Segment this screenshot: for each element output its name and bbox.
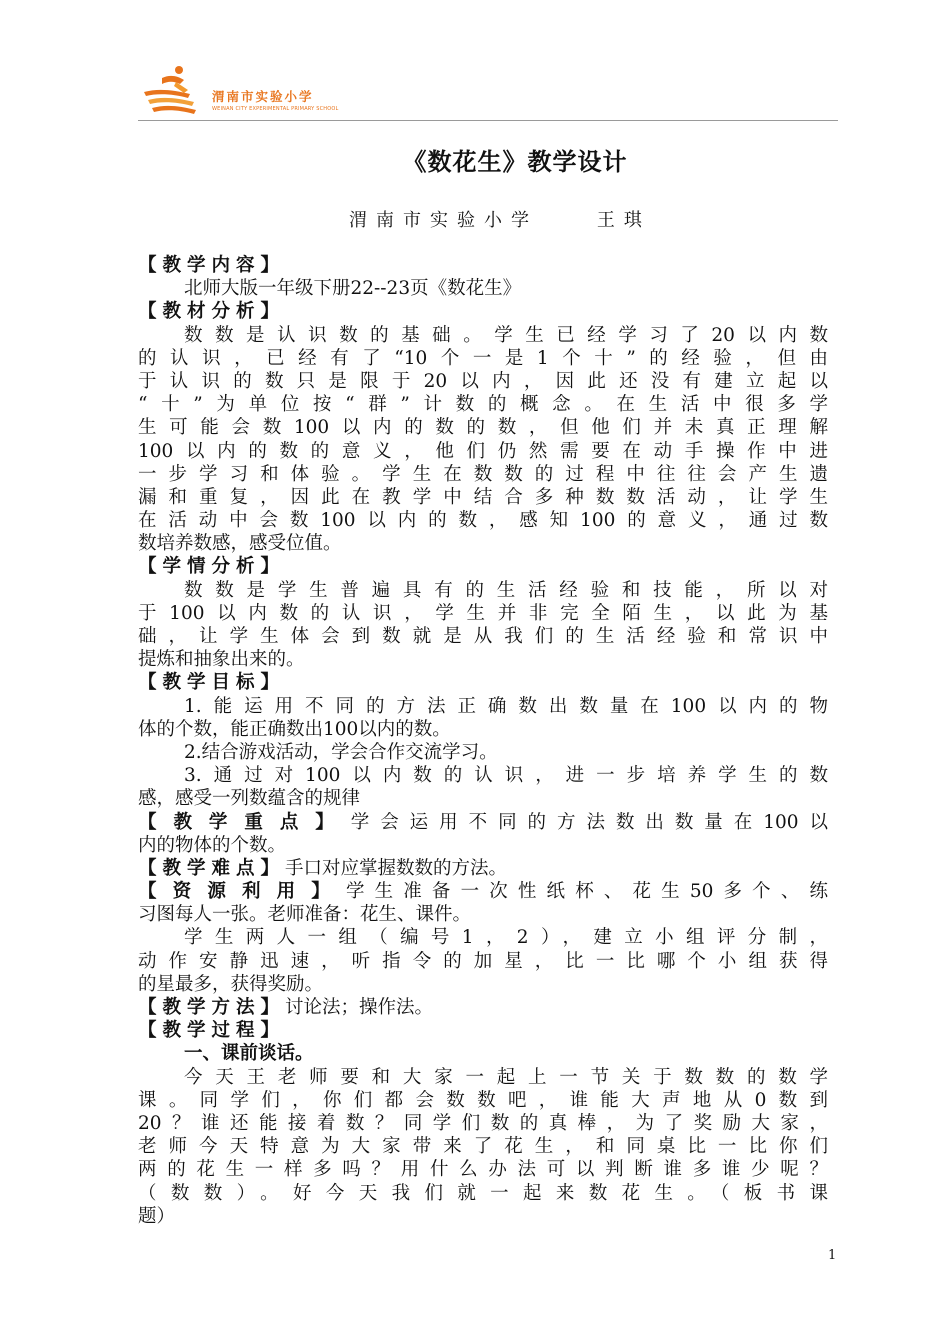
text-line: 2.结合游戏活动，学会合作交流学习。 (184, 741, 498, 763)
text-line: 【教材分析】 (138, 301, 286, 323)
text-line: 题） (138, 1205, 176, 1227)
text-line: 动作安静迅速，听指令的加星，比一比哪个小组获得 (138, 950, 828, 972)
text-line: 于100以内数的认识，学生并非完全陌生，以此为基 (138, 602, 828, 624)
text-line: 的认识，已经有了“10个一是1个十”的经验，但由 (138, 347, 828, 369)
section-text: 学生准备一次性纸杯、花生50多个、练 (345, 881, 828, 903)
text-line: 一、课前谈话。 (184, 1043, 314, 1065)
text-line: 【教学目标】 (138, 672, 286, 694)
school-logo-icon (140, 64, 210, 116)
text-line: 课。同学们，你们都会数数吧，谁能大声地从0数到 (138, 1089, 828, 1111)
text-line: 1.能运用不同的方法正确数出数量在100以内的物 (184, 695, 828, 717)
section-text: 讨论法；操作法。 (285, 997, 434, 1018)
text-line: 生可能会数100以内的数的数，但他们并未真正理解 (138, 417, 828, 439)
text-line (138, 880, 828, 903)
text-line: 【教学内容】 (138, 255, 286, 276)
section-text: 手口对应掌握数数的方法。 (285, 857, 508, 879)
text-line: 两的花生一样多吗？用什么办法可以判断谁多谁少呢？ (138, 1159, 828, 1181)
text-line: 100以内的数的意义，他们仍然需要在动手操作中进 (138, 440, 828, 462)
section-heading: 【教学方法】 (138, 997, 286, 1018)
school-name-en: WEINAN CITY EXPERIMENTAL PRIMARY SCHOOL (212, 106, 339, 112)
text-line: 一步学习和体验。学生在数数的过程中往往会产生遗 (138, 463, 828, 485)
school-name-cn: 渭南市实验小学 (212, 89, 314, 104)
document-body (138, 254, 828, 1228)
text-line: 老师今天特意为大家带来了花生，和同桌比一比你们 (138, 1136, 828, 1158)
text-line: 3.通过对100以内数的认识，进一步培养学生的数 (184, 765, 828, 787)
text-line: 于认识的数只是限于20以内，因此还没有建立起以 (138, 370, 828, 392)
text-line: 感，感受一列数蕴含的规律 (138, 788, 361, 810)
section-heading: 【资源利用】 (138, 881, 346, 903)
text-line: 【教学过程】 (138, 1020, 286, 1042)
text-line: 学生两人一组（编号1，2），建立小组评分制， (184, 927, 828, 949)
text-line: 内的物体的个数。 (138, 834, 287, 856)
header-divider (138, 120, 838, 121)
text-line: 数数是认识数的基础。学生已经学习了20以内数 (184, 324, 828, 346)
section-heading: 【教学重点】 (138, 811, 351, 833)
text-line: 数培养数感，感受位值。 (138, 533, 342, 555)
text-line: 习图每人一张。老师准备：花生、课件。 (138, 904, 472, 926)
text-line: 北师大版一年级下册22--23页《数花生》 (184, 278, 522, 300)
page-header (138, 64, 838, 122)
text-line: （数数）。好今天我们就一起来数花生。（板书课 (138, 1182, 828, 1204)
section-text: 学会运用不同的方法数出数量在100以 (350, 811, 828, 833)
text-line (138, 996, 828, 1019)
document-author: 渭南市实验小学 王琪 (349, 210, 651, 231)
text-line: 的星最多，获得奖励。 (138, 973, 324, 995)
text-line: 【学情分析】 (138, 556, 286, 578)
text-line: 漏和重复，因此在教学中结合多种数数活动，让学生 (138, 486, 828, 508)
text-line: 数数是学生普遍具有的生活经验和技能，所以对 (184, 579, 828, 601)
text-line: 体的个数，能正确数出100以内的数。 (138, 718, 451, 740)
text-line: 提炼和抽象出来的。 (138, 649, 305, 671)
text-line: “十”为单位按“群”计数的概念。在生活中很多学 (138, 394, 828, 416)
text-line: 础，让学生体会到数就是从我们的生活经验和常识中 (138, 626, 828, 647)
text-line: 在活动中会数100以内的数，感知100的意义，通过数 (138, 510, 828, 532)
text-line (138, 811, 828, 834)
text-line (138, 857, 828, 880)
text-line: 今天王老师要和大家一起上一节关于数数的数学 (184, 1066, 828, 1088)
document-title: 《数花生》教学设计 (402, 148, 628, 176)
section-heading: 【教学难点】 (138, 857, 286, 879)
page-number: 1 (828, 1248, 837, 1263)
text-line: 20？谁还能接着数？同学们数的真棒，为了奖励大家， (138, 1112, 828, 1134)
